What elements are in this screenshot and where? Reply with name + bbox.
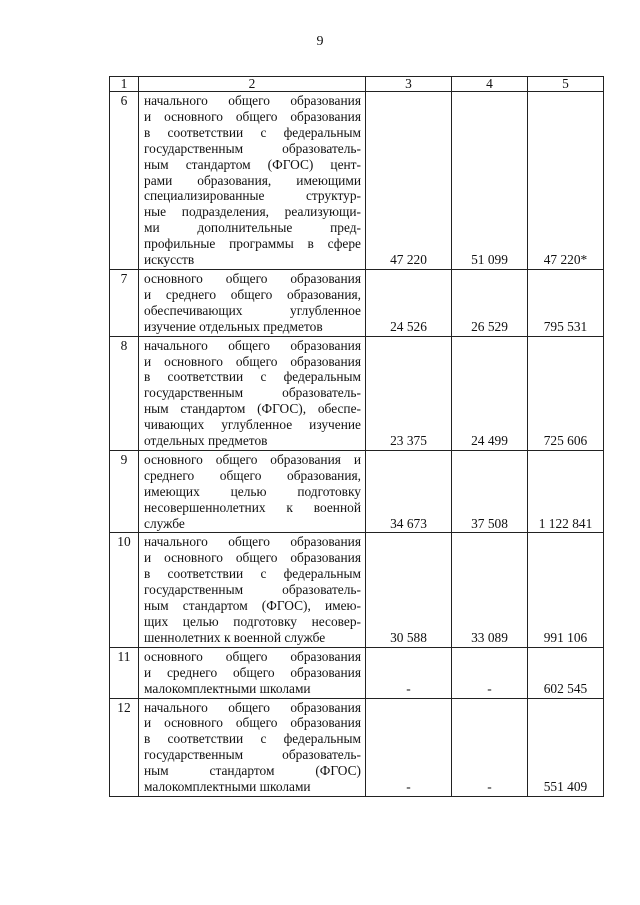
row-description bbox=[139, 647, 366, 698]
value-col-5: 602 545 bbox=[528, 647, 604, 698]
column-header-4: 4 bbox=[452, 77, 528, 92]
description-line: специализированные структур- bbox=[144, 188, 361, 204]
funding-table bbox=[109, 76, 604, 797]
description-line: начального общего образования bbox=[144, 534, 361, 550]
table-row bbox=[110, 450, 604, 533]
value-col-5: 551 409 bbox=[528, 698, 604, 796]
row-number: 11 bbox=[110, 647, 139, 698]
description-line: профильные программы в сфере bbox=[144, 236, 361, 252]
description-line: изучение отдельных предметов bbox=[144, 318, 323, 334]
row-description bbox=[139, 698, 366, 796]
row-description bbox=[139, 336, 366, 450]
description-line: обеспечивающих углубленное bbox=[144, 302, 361, 318]
description-line: государственным образователь- bbox=[144, 582, 361, 598]
value-col-3: 30 588 bbox=[366, 533, 452, 647]
value-col-4: - bbox=[452, 647, 528, 698]
description-line: службе bbox=[144, 515, 185, 531]
row-number: 9 bbox=[110, 450, 139, 533]
page-number: 9 bbox=[316, 34, 324, 49]
row-number: 7 bbox=[110, 269, 139, 336]
value-col-3: - bbox=[366, 647, 452, 698]
column-header-3: 3 bbox=[366, 77, 452, 92]
description-line: основного общего образования bbox=[144, 648, 361, 664]
table-row bbox=[110, 92, 604, 270]
description-line: в соответствии с федеральным bbox=[144, 731, 361, 747]
description-line: ные подразделения, реализующи- bbox=[144, 204, 361, 220]
value-col-5: 795 531 bbox=[528, 269, 604, 336]
value-col-4: 51 099 bbox=[452, 92, 528, 270]
description-line: и среднего общего образования, bbox=[144, 286, 361, 302]
description-line: отдельных предметов bbox=[144, 433, 268, 449]
row-description bbox=[139, 269, 366, 336]
table-row bbox=[110, 698, 604, 796]
description-line: имеющих целью подготовку bbox=[144, 483, 361, 499]
description-line: ным стандартом (ФГОС) bbox=[144, 763, 361, 779]
description-line: и основного общего образования bbox=[144, 715, 361, 731]
table-row bbox=[110, 533, 604, 647]
row-description bbox=[139, 92, 366, 270]
table-body bbox=[110, 92, 604, 797]
row-number: 6 bbox=[110, 92, 139, 270]
row-description bbox=[139, 450, 366, 533]
value-col-4: 33 089 bbox=[452, 533, 528, 647]
value-col-3: - bbox=[366, 698, 452, 796]
description-line: малокомплектными школами bbox=[144, 680, 311, 696]
value-col-4: 26 529 bbox=[452, 269, 528, 336]
value-col-3: 47 220 bbox=[366, 92, 452, 270]
description-line: начального общего образования bbox=[144, 93, 361, 108]
description-line: и основного общего образования bbox=[144, 550, 361, 566]
description-line: в соответствии с федеральным bbox=[144, 124, 361, 140]
description-line: ми дополнительные пред- bbox=[144, 220, 361, 236]
description-line: ным стандартом (ФГОС), имею- bbox=[144, 598, 361, 614]
row-number: 12 bbox=[110, 698, 139, 796]
value-col-5: 991 106 bbox=[528, 533, 604, 647]
column-header-5: 5 bbox=[528, 77, 604, 92]
description-line: шеннолетних к военной службе bbox=[144, 629, 326, 645]
description-line: несовершеннолетних к военной bbox=[144, 499, 361, 515]
column-header-1: 1 bbox=[110, 77, 139, 92]
row-number: 10 bbox=[110, 533, 139, 647]
table-row bbox=[110, 269, 604, 336]
description-line: основного общего образования и bbox=[144, 451, 361, 467]
value-col-4: 37 508 bbox=[452, 450, 528, 533]
description-line: среднего общего образования, bbox=[144, 467, 361, 483]
description-line: государственным образователь- bbox=[144, 140, 361, 156]
value-col-4: - bbox=[452, 698, 528, 796]
description-line: малокомплектными школами bbox=[144, 779, 311, 795]
row-number: 8 bbox=[110, 336, 139, 450]
table-row bbox=[110, 336, 604, 450]
header-row bbox=[110, 77, 604, 92]
value-col-5: 47 220* bbox=[528, 92, 604, 270]
description-line: рами образования, имеющими bbox=[144, 172, 361, 188]
description-line: щих целью подготовку несовер- bbox=[144, 614, 361, 629]
table-row bbox=[110, 647, 604, 698]
description-line: начального общего образования bbox=[144, 337, 361, 353]
description-line: основного общего образования bbox=[144, 270, 361, 286]
description-line: в соответствии с федеральным bbox=[144, 566, 361, 582]
description-line: и основного общего образования bbox=[144, 353, 361, 369]
description-line: ным стандартом (ФГОС) цент- bbox=[144, 156, 361, 172]
value-col-4: 24 499 bbox=[452, 336, 528, 450]
value-col-3: 34 673 bbox=[366, 450, 452, 533]
value-col-5: 1 122 841 bbox=[528, 450, 604, 533]
description-line: государственным образователь- bbox=[144, 385, 361, 401]
description-line: чивающих углубленное изучение bbox=[144, 417, 361, 433]
column-header-2: 2 bbox=[139, 77, 366, 92]
value-col-5: 725 606 bbox=[528, 336, 604, 450]
description-line: и основного общего образования bbox=[144, 108, 361, 124]
description-line: и среднего общего образования bbox=[144, 664, 361, 680]
description-line: ным стандартом (ФГОС), обеспе- bbox=[144, 401, 361, 417]
value-col-3: 23 375 bbox=[366, 336, 452, 450]
description-line: в соответствии с федеральным bbox=[144, 369, 361, 385]
description-line: государственным образователь- bbox=[144, 747, 361, 763]
value-col-3: 24 526 bbox=[366, 269, 452, 336]
description-line: начального общего образования bbox=[144, 699, 361, 715]
description-line: искусств bbox=[144, 252, 195, 268]
row-description bbox=[139, 533, 366, 647]
